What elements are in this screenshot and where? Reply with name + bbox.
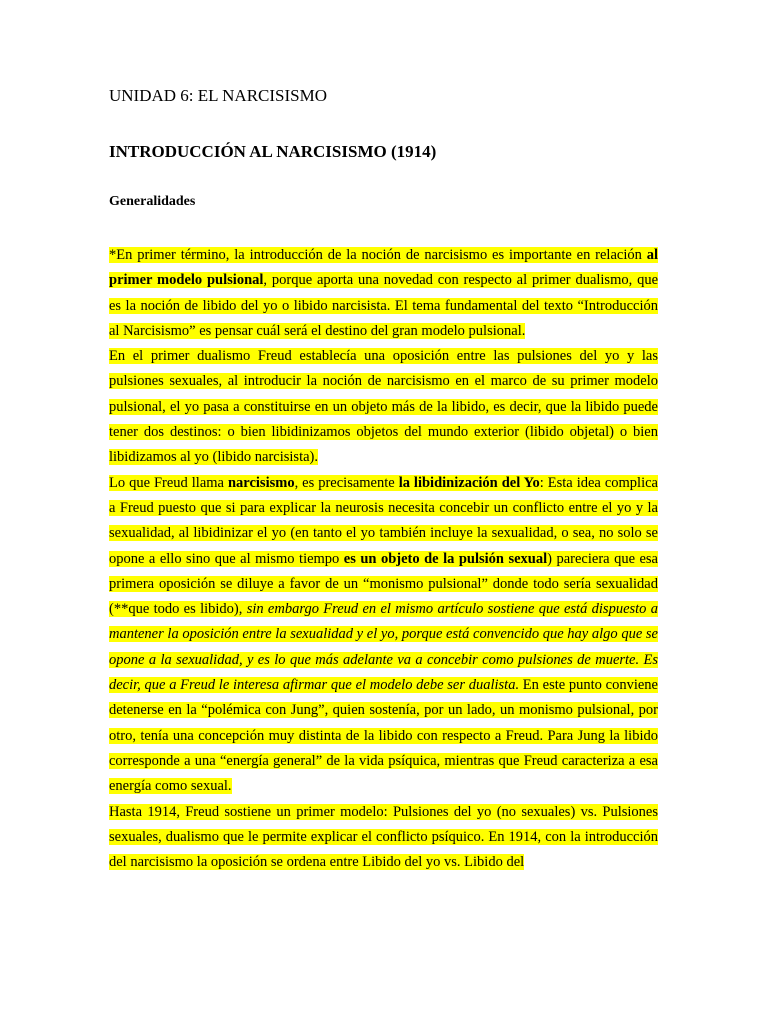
highlighted-text: Hasta 1914, Freud sostiene un primer modelo: Pulsiones del yo (no sexuales) vs. Pulsiones sexuales, dualismo que le permite explicar el conflicto psíquico. En 1914, con la introducción del narcisismo la oposición se ordena entre Libido del yo vs. Libido del	[109, 803, 658, 871]
highlighted-bold-text: al primer modelo pulsional	[109, 247, 658, 289]
body-text	[109, 243, 658, 875]
highlighted-text: : Esta idea complica a Freud puesto que si para explicar la neurosis necesita concebir un conflicto entre el yo y la sexualidad, al libidinizar el yo (en tanto el yo también incluye la sexualidad, o sea, no solo se opone a ello sino que al mismo tiempo	[109, 474, 658, 567]
paragraph-intro	[109, 243, 658, 344]
highlighted-italic-text: sin embargo Freud en el mismo artículo sostiene que está dispuesto a mantener la oposición entre la sexualidad y el yo, porque está convencido que hay algo que se opone a la sexualidad, y es lo que más adelante va a concebir como pulsiones de muerte. Es decir, que a Freud le interesa afirmar que el modelo debe ser dualista.	[109, 601, 658, 694]
highlighted-bold-text: narcisismo	[227, 474, 295, 491]
highlighted-text: , porque aporta una novedad con respecto al primer dualismo, que es la noción de libido del yo o libido narcisista. El tema fundamental del texto “Introducción al Narcisismo” es pensar cuál será el destino del gran modelo pulsional.	[109, 272, 659, 339]
paragraph-until-1914	[109, 800, 658, 876]
highlighted-text: ) pareciera que esa primera oposición se diluye a favor de un “monismo pulsional” donde todo sería sexualidad (**que todo es libido),	[109, 550, 658, 618]
highlighted-text: , es precisamente	[294, 474, 399, 491]
highlighted-bold-text: la libidinización del Yo	[398, 474, 540, 491]
highlighted-bold-text: es un objeto de la pulsión sexual	[343, 550, 548, 567]
highlighted-text: En el primer dualismo Freud establecía una oposición entre las pulsiones del yo y las pulsiones sexuales, al introducir la noción de narcisismo en el marco de su primer modelo pulsional, el yo pasa a constituirse en un objeto más de la libido, es decir, que la libido puede tener dos destinos: o bien libidinizamos objetos del mundo exterior (libido objetal) o bien libidizamos al yo (libido narcisista).	[109, 348, 658, 466]
section-title: Generalidades	[109, 194, 196, 209]
paragraph-narcissism	[109, 471, 658, 800]
highlighted-text: *En primer término, la introducción de la noción de narcisismo es importante en relación	[109, 247, 647, 263]
highlighted-text: Lo que Freud llama	[109, 474, 228, 491]
highlighted-text: En este punto conviene detenerse en la “polémica con Jung”, quien sostenía, por un lado, un monismo pulsional, por otro, tenía una concepción muy distinta de la libido con respecto a Freud. Para Jung la libido corresponde a una “energía general” de la vida psíquica, mientras que Freud caracteriza a esa energía como sexual.	[109, 677, 658, 795]
unit-title: UNIDAD 6: EL NARCISISMO	[109, 86, 328, 105]
paragraph-first-dualism	[109, 344, 658, 470]
document-title: INTRODUCCIÓN AL NARCISISMO (1914)	[109, 142, 437, 161]
